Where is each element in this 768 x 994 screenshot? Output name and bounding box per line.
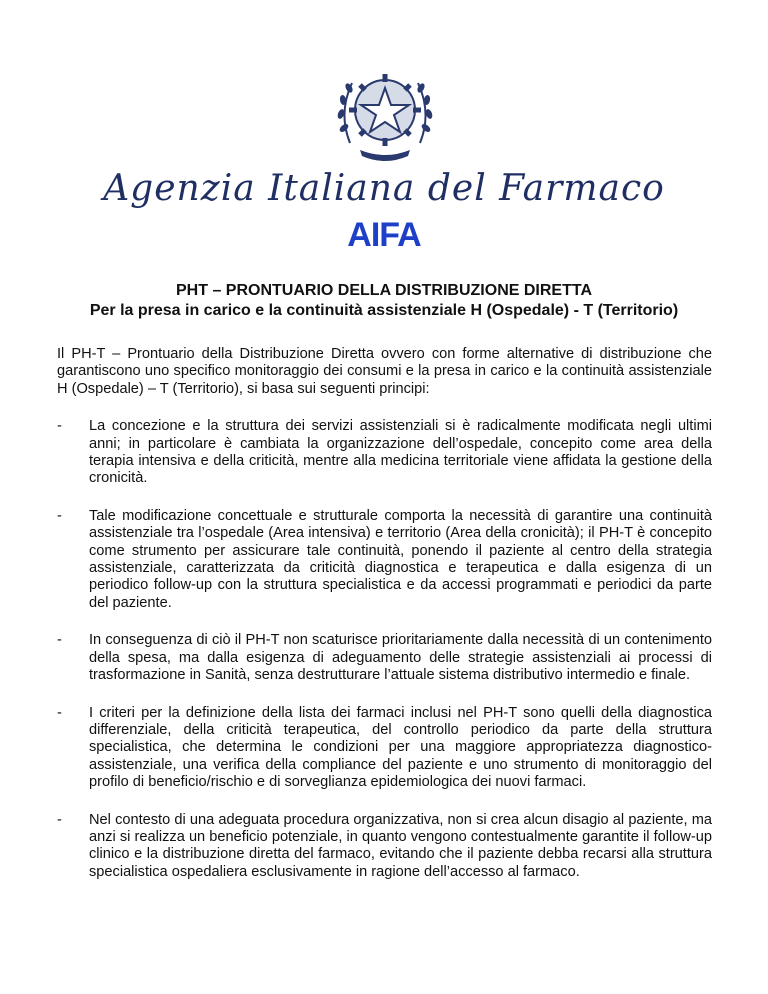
list-item — [57, 705, 712, 792]
document-title: PHT – PRONTUARIO DELLA DISTRIBUZIONE DIRETTA — [176, 282, 592, 299]
aifa-logo: AIFA — [347, 216, 421, 254]
bullet-marker: - — [57, 811, 62, 828]
list-item — [57, 632, 712, 684]
list-item — [57, 812, 712, 882]
document-body — [57, 346, 712, 901]
list-item-text: Tale modificazione concettuale e strutturale comporta la necessità di garantire una continuità assistenziale tra l’ospedale (Area intensiva) e territorio (Area della cronicità); il PH-T è concepito come strumento per assicurare tale continuità, ponendo il paziente al centro della strategia assistenziale, caratterizzata da criticità diagnostica e terapeutica e dalla esigenza di un periodico follow-up con la struttura specialistica e da accessi programmati e periodici da parte del paziente. — [89, 507, 712, 611]
agency-name: Agenzia Italiana del Farmaco — [103, 168, 665, 209]
list-item — [57, 508, 712, 612]
list-item-text: In conseguenza di ciò il PH-T non scaturisce prioritariamente dalla necessità di un contenimento della spesa, ma dalla esigenza di adeguamento delle strategie assistenziali ai processi di trasformazione in Sanità, senza destrutturare l’attuale sistema distributivo intermedio e finale. — [89, 632, 712, 684]
bullet-marker: - — [57, 632, 62, 649]
document-subtitle: Per la presa in carico e la continuità assistenziale H (Ospedale) - T (Territorio) — [89, 302, 679, 319]
bullet-marker: - — [57, 507, 62, 524]
intro-paragraph: Il PH-T – Prontuario della Distribuzione Diretta ovvero con forme alternative di distribuzione che garantiscono uno specifico monitoraggio dei consumi e la presa in carico e la continuità assistenziale H (Ospedale) – T (Territorio), si basa sui seguenti principi: — [57, 346, 712, 397]
list-item — [57, 418, 712, 488]
bullet-marker: - — [57, 704, 62, 721]
italian-republic-emblem-icon — [330, 58, 440, 168]
list-item-text: Nel contesto di una adeguata procedura organizzativa, non si crea alcun disagio al paziente, ma anzi si realizza un beneficio potenziale, in quanto vengono contestualmente garantite il follow-up clinico e la distribuzione diretta del farmaco, evitando che il paziente debba recarsi alla struttura specialistica ospedaliera esclusivamente in ragione dell’accesso al farmaco. — [89, 811, 712, 880]
bullet-marker: - — [57, 418, 62, 435]
list-item-text: La concezione e la struttura dei servizi assistenziali si è radicalmente modificata negli ultimi anni; in particolare è cambiata la organizzazione dell’ospedale, concepito come area della terapia intensiva e della criticità, mentre alla medicina territoriale viene affidata la gestione della cronicità. — [89, 418, 712, 487]
list-item-text: I criteri per la definizione della lista dei farmaci inclusi nel PH-T sono quelli della diagnostica differenziale, della criticità terapeutica, del controllo periodico da parte della struttura specialistica, che determina le condizioni per una maggiore appropriatezza diagnostico-assistenziale, una verifica della compliance del paziente e uno strumento di monitoraggio del profilo di beneficio/rischio e di sorveglianza epidemiologica dei nuovi farmaci. — [89, 704, 712, 791]
